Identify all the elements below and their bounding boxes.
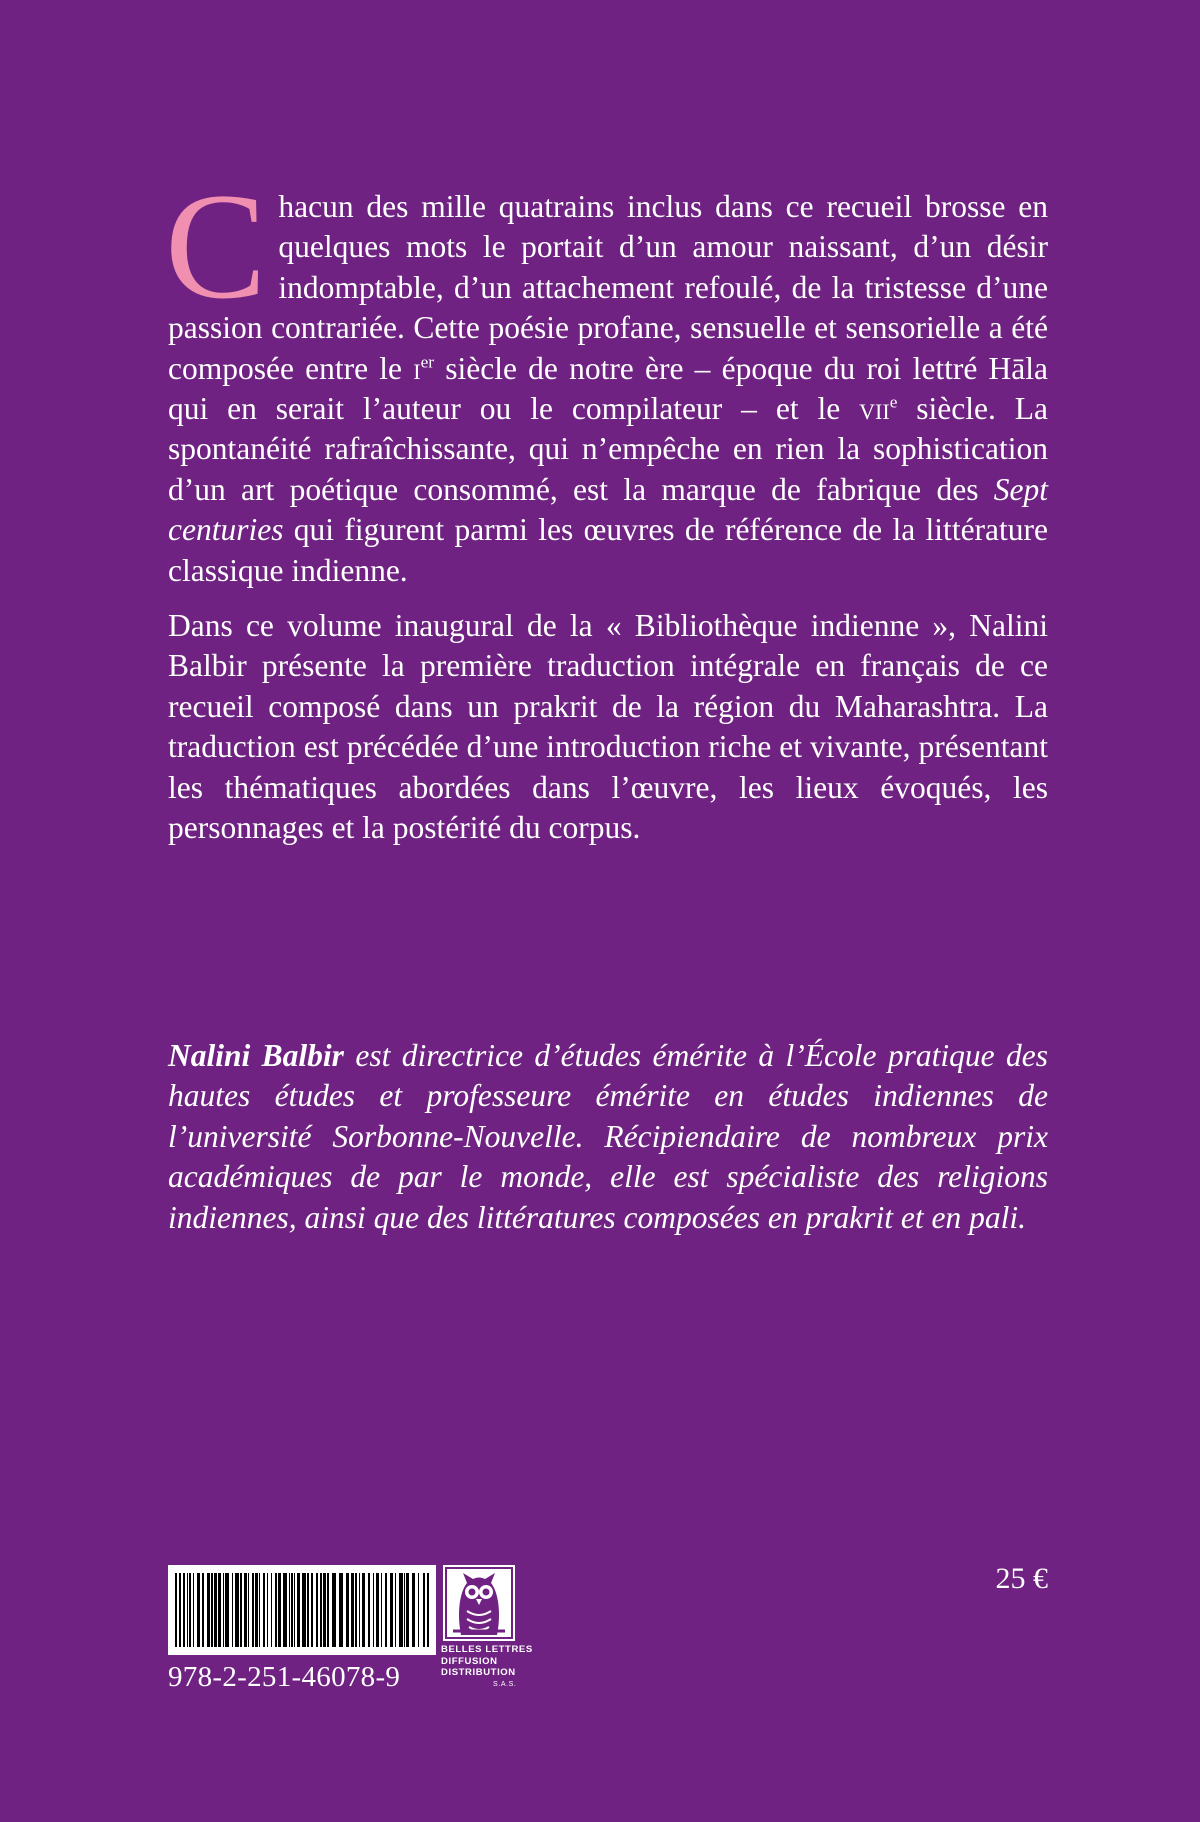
price: 25 € [995,1562,1048,1595]
isbn-number: 978-2-251-46078-9 [168,1661,401,1693]
blurb-paragraph-1 [165,162,1048,591]
owl-logo-icon [443,1565,515,1641]
author-name: Nalini Balbir [168,1038,344,1073]
blurb-text-c: siècle. La spontanéité rafraîchissante, qui n’empêche en rien la sophistication d’un art poétique consommé, est la marque de fabrique des [168,391,1048,507]
drop-cap: C [165,162,267,330]
blurb-section [165,162,1048,864]
blurb-text-b: siècle de notre ère – époque du roi lettré Hāla qui en serait l’auteur ou le compilateur – et le [168,350,1048,427]
century-sup-first: er [420,352,435,372]
blurb-text-a: hacun des mille quatrains inclus dans ce recueil brosse en quelques mots le portait d’un amour naissant, d’un désir indomptable, d’un attachement refoulé, de la tristesse d’une passion contrariée. Cette poésie profane, sensuelle et sensorielle a été composée entre le [168,189,1048,386]
distributor-line-4: S.A.S. [493,1680,517,1688]
century-sup-seventh: e [889,392,898,412]
distributor-line-1: BELLES LETTRES [441,1644,533,1655]
author-bio [168,1036,1048,1253]
barcode [168,1565,436,1655]
distributor-line-3: DISTRIBUTION [441,1667,516,1678]
author-bio-paragraph [168,1036,1048,1238]
distributor-label [441,1644,533,1690]
blurb-paragraph-2: Dans ce volume inaugural de la « Bibliothèque indienne », Nalini Balbir présente la première traduction intégrale en français de ce recueil composé dans un prakrit de la région du Maharashtra. La traduction est précédée d’une introduction riche et vivante, présentant les thématiques abordées dans l’œuvre, les lieux évoqués, les personnages et la postérité du corpus. [168,608,1048,846]
distributor-line-2: DIFFUSION [441,1655,498,1667]
book-title-italic: Sept centuries [168,471,1048,548]
century-numeral-seventh: vii [859,391,890,427]
barcode-bars [175,1573,429,1647]
century-numeral-first: i [413,350,421,386]
author-bio-text: est directrice d’études émérite à l’École pratique des hautes études et professeure émérite en études indiennes de l’université Sorbonne-Nouvelle. Récipiendaire de nombreux prix académiques de par le monde, elle est spécialiste des religions indiennes, ainsi que des littératures composées en prakrit et en pali. [168,1038,1048,1235]
blurb-text-d: qui figurent parmi les œuvres de référence de la littérature classique indienne. [168,512,1048,588]
